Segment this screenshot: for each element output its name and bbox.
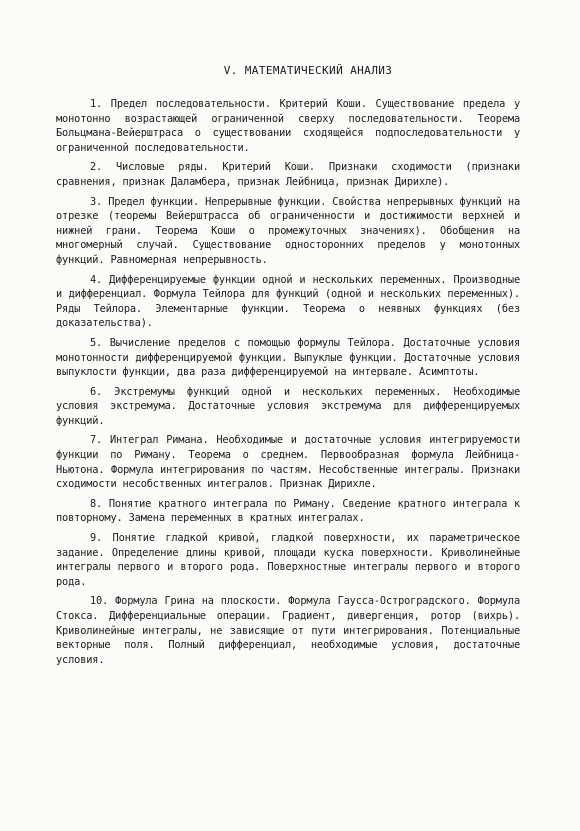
section-title: V. МАТЕМАТИЧЕСКИЙ АНАЛИЗ	[223, 64, 393, 77]
paragraph-7: 7. Интеграл Римана. Необходимые и достаточные условия интегрируемости функции по Риману. Теорема о среднем. Первообразная формула Лейбница-Ньютона. Формула интегрирования по частям. Несобственные интегралы. Признаки сходимости несобственных интегралов. Признак Дирихле.	[56, 434, 520, 491]
paragraph-9: 9. Понятие гладкой кривой, гладкой поверхности, их параметрическое задание. Определение длины кривой, площади куска поверхности. Криволинейные интегралы первого и второго рода. Поверхностные интегралы первого и второго рода.	[56, 532, 520, 588]
paragraph-10: 10. Формула Грина на плоскости. Формула Гаусса-Остроградского. Формула Стокса. Дифференциальные операции. Градиент, дивергенция, ротор (вихрь). Криволинейные интегралы, не зависящие от пути интегрирования. Потенциальные векторные поля. Полный дифференциал, необходимые условия, достаточные условия.	[56, 595, 520, 666]
paragraph-8: 8. Понятие кратного интеграла по Риману. Сведение кратного интеграла к повторному. Замена переменных в кратных интегралах.	[56, 497, 520, 525]
paragraph-2: 2. Числовые ряды. Критерий Коши. Признаки сходимости (признаки сравнения, признак Даламбера, признак Лейбница, признак Дирихле).	[56, 161, 520, 188]
paragraph-3: 3. Предел функции. Непрерывные функции. Свойства непрерывных функций на отрезке (теоремы Вейерштрасса об ограниченности и достижимости верхней и нижней грани. Теорема Коши о промежуточных значениях). Обобщения на многомерный случай. Существование односторонних пределов у монотонных функций. Равномерная непрерывность.	[56, 195, 520, 266]
paragraph-1: 1. Предел последовательности. Критерий Коши. Существование предела у монотонно возрастающей ограниченной сверху последовательности. Теорема Больцмана-Вейерштраса о существовании сходящейся подпоследовательности у ограниченной последовательности.	[56, 98, 520, 154]
paragraph-5: 5. Вычисление пределов с помощью формулы Тейлора. Достаточные условия монотонности дифференцируемой функции. Выпуклые функции. Достаточные условия выпуклости функции, два раза дифференцируемой на интервале. Асимптоты.	[56, 336, 520, 379]
paragraph-4: 4. Дифференцируемые функции одной и нескольких переменных. Производные и дифференциал. Формула Тейлора для функций (одной и нескольких переменных). Ряды Тейлора. Элементарные функции. Теорема о неявных функциях (без доказательства).	[56, 273, 520, 330]
paragraph-6: 6. Экстремумы функций одной и нескольких переменных. Необходимые условия экстремума. Достаточные условия экстремума для дифференцируемых функций.	[56, 385, 520, 427]
